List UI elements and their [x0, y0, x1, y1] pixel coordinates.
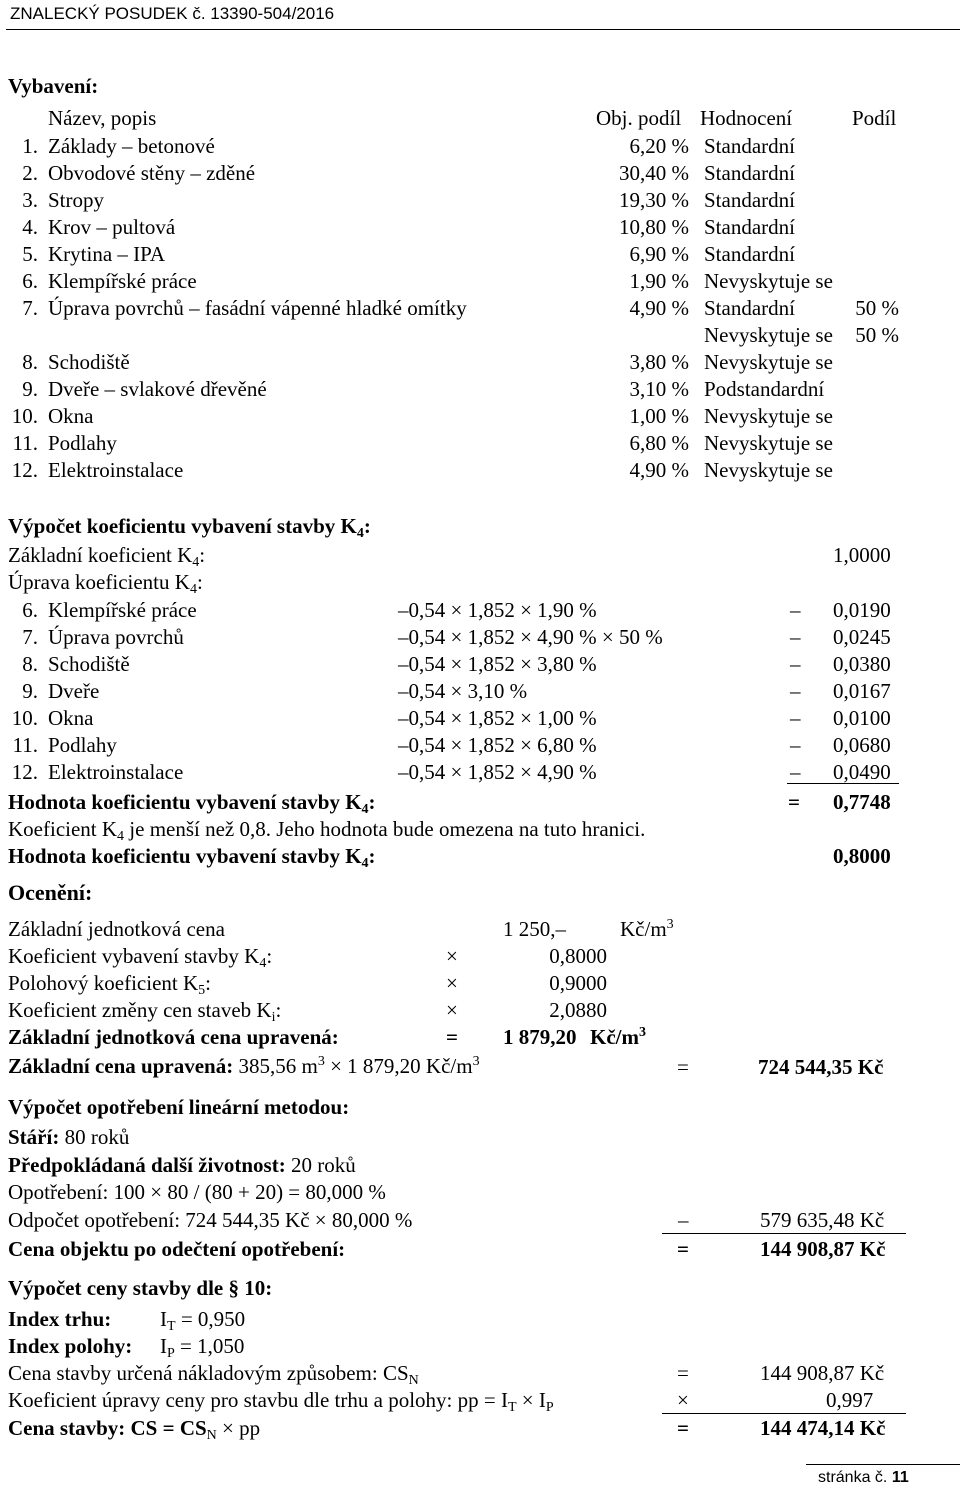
- k4-result-eq: =: [788, 790, 800, 814]
- k4-row-sign: –: [790, 679, 801, 703]
- valuation-row-label: Základní jednotková cena upravená:: [8, 1025, 339, 1049]
- equipment-row-share: 3,10 %: [629, 377, 689, 401]
- equipment-row-rating: Podstandardní: [704, 377, 825, 401]
- k4-final-value: 0,8000: [833, 844, 891, 868]
- pp-rule: [662, 1413, 906, 1414]
- wear-line: Opotřebení: 100 × 80 / (80 + 20) = 80,000 %: [8, 1180, 386, 1204]
- equipment-row-name: Základy – betonové: [48, 134, 215, 158]
- equipment-row-number: 7.: [22, 296, 38, 320]
- k4-row-formula: –0,54 × 1,852 × 6,80 %: [398, 733, 597, 757]
- age-line: Stáří: 80 roků: [8, 1125, 130, 1149]
- equipment-row-number: 8.: [22, 350, 38, 374]
- valuation-row-value: 1 250,–: [503, 917, 566, 941]
- equipment-row-rating: Standardní: [704, 188, 795, 212]
- final-price-value: 144 474,14 Kč: [760, 1416, 886, 1440]
- k4-row-number: 12.: [11, 760, 38, 784]
- valuation-row: [0, 973, 960, 997]
- k4-adjustment-row: [0, 735, 960, 759]
- equipment-row-share: 19,30 %: [619, 188, 689, 212]
- k4-row-sign: –: [790, 625, 801, 649]
- k4-row-name: Dveře: [48, 679, 100, 703]
- valuation-row-operator: ×: [446, 998, 458, 1022]
- k4-row-sign: –: [790, 706, 801, 730]
- valuation-heading: Ocenění:: [8, 880, 93, 905]
- equipment-row-rating: Nevyskytuje se: [704, 458, 833, 482]
- deduction-sign: –: [678, 1208, 689, 1232]
- market-index-value: $I_T = 0,950$: [160, 1307, 246, 1334]
- equipment-row: [0, 298, 960, 322]
- col-name-header: Název, popis: [48, 106, 157, 130]
- base-price-eq: =: [677, 1055, 689, 1079]
- k4-row-value: 0,0100: [833, 706, 891, 730]
- valuation-row: [0, 1000, 960, 1024]
- after-depreciation-label: Cena objektu po odečtení opotřebení:: [8, 1237, 346, 1261]
- k4-base-value: 1,0000: [833, 543, 891, 567]
- k4-row-formula: –0,54 × 1,852 × 1,00 %: [398, 706, 597, 730]
- valuation-row-value: 0,9000: [549, 971, 607, 995]
- col-part-header: Podíl: [852, 106, 897, 130]
- equipment-row-number: 3.: [22, 188, 38, 212]
- equipment-row-number: 12.: [11, 458, 38, 482]
- base-price-value: 724 544,35 Kč: [758, 1055, 884, 1079]
- equipment-row: [0, 190, 960, 214]
- equipment-row-name: Stropy: [48, 188, 105, 212]
- after-depreciation-value: 144 908,87 Kč: [760, 1237, 886, 1261]
- position-index-label: Index polohy:: [8, 1334, 133, 1358]
- k4-adjustment-row: [0, 708, 960, 732]
- final-price-eq: =: [677, 1416, 689, 1440]
- equipment-row-share: 1,90 %: [629, 269, 689, 293]
- k4-adjustment-row: [0, 627, 960, 651]
- equipment-row: [0, 433, 960, 457]
- price-heading: Výpočet ceny stavby dle § 10:: [8, 1276, 273, 1300]
- equipment-row-number: 11.: [12, 431, 38, 455]
- valuation-row-value: 1 879,20: [503, 1025, 577, 1049]
- k4-row-value: 0,0490: [833, 760, 891, 784]
- valuation-row-operator: =: [446, 1025, 458, 1049]
- position-index-value: $I_P = 1,050$: [160, 1334, 245, 1361]
- equipment-row-name: Podlahy: [48, 431, 117, 455]
- equipment-row-number: 9.: [22, 377, 38, 401]
- equipment-row: [0, 406, 960, 430]
- k4-row-number: 7.: [22, 625, 38, 649]
- k4-final-label: Hodnota koeficientu vybavení stavby $K_4$:: [8, 844, 376, 871]
- valuation-row-label: Koeficient vybavení stavby $K_4$:: [8, 944, 273, 971]
- k4-row-formula: –0,54 × 1,852 × 1,90 %: [398, 598, 597, 622]
- equipment-row-name: Schodiště: [48, 350, 130, 374]
- market-index-label: Index trhu:: [8, 1307, 112, 1331]
- depreciation-heading: Výpočet opotřebení lineární metodou:: [8, 1095, 350, 1119]
- k4-row-number: 6.: [22, 598, 38, 622]
- equipment-row-rating: Nevyskytuje se: [704, 431, 833, 455]
- k4-row-name: Schodiště: [48, 652, 130, 676]
- equipment-row-share: 4,90 %: [629, 296, 689, 320]
- equipment-row-rating: Standardní: [704, 215, 795, 239]
- equipment-row-number: 6.: [22, 269, 38, 293]
- valuation-row: [0, 946, 960, 970]
- valuation-row-unit: $Kč/m^3$: [620, 917, 674, 941]
- equipment-row-share: 6,90 %: [629, 242, 689, 266]
- k4-row-name: Okna: [48, 706, 94, 730]
- final-price-label: Cena stavby: CS = $CS_N$ × pp: [8, 1416, 261, 1443]
- valuation-row: [0, 1027, 960, 1051]
- equipment-row-name: Úprava povrchů – fasádní vápenné hladké omítky: [48, 296, 467, 320]
- equipment-row: [0, 352, 960, 376]
- k4-adjustment-row: [0, 654, 960, 678]
- k4-row-number: 11.: [12, 733, 38, 757]
- equipment-row-share: 10,80 %: [619, 215, 689, 239]
- equipment-row-rating: Standardní: [704, 242, 795, 266]
- footer-rule: [806, 1464, 960, 1465]
- life-line: Předpokládaná další životnost: 20 roků: [8, 1153, 356, 1177]
- equipment-row-rating: Standardní: [704, 296, 795, 320]
- k4-row-sign: –: [790, 733, 801, 757]
- equipment-row-name: Klempířské práce: [48, 269, 197, 293]
- k4-adjustment-row: [0, 600, 960, 624]
- valuation-row-unit: $Kč/m^3$: [590, 1025, 646, 1049]
- k4-row-value: 0,0380: [833, 652, 891, 676]
- equipment-row: [0, 217, 960, 241]
- k4-row-number: 10.: [11, 706, 38, 730]
- equipment-row: [0, 379, 960, 403]
- equipment-row-number: 2.: [22, 161, 38, 185]
- equipment-row-name: Dveře – svlakové dřevěné: [48, 377, 267, 401]
- k4-adjustment-row: [0, 681, 960, 705]
- equipment-row-name: Krytina – IPA: [48, 242, 166, 266]
- k4-base-label: Základní koeficient $K_4$:: [8, 543, 206, 570]
- k4-row-formula: –0,54 × 3,10 %: [398, 679, 528, 703]
- deduction-label: Odpočet opotřebení: 724 544,35 Kč × 80,000 %: [8, 1208, 413, 1232]
- cost-method-label: Cena stavby určená nákladovým způsobem: $CS_N$: [8, 1361, 419, 1388]
- k4-row-name: Podlahy: [48, 733, 117, 757]
- equipment-row: [0, 271, 960, 295]
- equipment-row-name: Obvodové stěny – zděné: [48, 161, 256, 185]
- valuation-row-operator: ×: [446, 971, 458, 995]
- equipment-row-part: 50 %: [855, 323, 899, 347]
- k4-sum-rule: [787, 783, 899, 784]
- page-footer: stránka č. 11: [818, 1469, 909, 1486]
- equipment-row-part: 50 %: [855, 296, 899, 320]
- equipment-row-number: 5.: [22, 242, 38, 266]
- equipment-row-share: 1,00 %: [629, 404, 689, 428]
- equipment-column-headers: [0, 108, 960, 132]
- equipment-row: [0, 460, 960, 484]
- col-rating-header: Hodnocení: [700, 106, 793, 130]
- k4-row-sign: –: [790, 760, 801, 784]
- k4-result-value: 0,7748: [833, 790, 891, 814]
- pp-coefficient-label: Koeficient úpravy ceny pro stavbu dle trhu a polohy: pp = $I_T \times I_P$: [8, 1388, 554, 1415]
- equipment-row-number: 1.: [22, 134, 38, 158]
- equipment-row-share: 3,80 %: [629, 350, 689, 374]
- equipment-row-rating: Nevyskytuje se: [704, 404, 833, 428]
- k4-row-formula: –0,54 × 1,852 × 4,90 %: [398, 760, 597, 784]
- k4-result-label: Hodnota koeficientu vybavení stavby $K_4$:: [8, 790, 376, 817]
- equipment-row-rating: Standardní: [704, 161, 795, 185]
- equipment-row-share: 6,20 %: [629, 134, 689, 158]
- base-price-line: Základní cena upravená: 385,56 $m^3 \times 1$ 879,20 $Kč/m^3$: [8, 1054, 480, 1078]
- valuation-row-operator: ×: [446, 944, 458, 968]
- equipment-row-share: 30,40 %: [619, 161, 689, 185]
- after-depreciation-eq: =: [677, 1237, 689, 1261]
- equipment-row: [0, 163, 960, 187]
- pp-coefficient-value: 0,997: [826, 1388, 874, 1412]
- valuation-row: [0, 919, 960, 943]
- cost-method-eq: =: [677, 1361, 689, 1385]
- k4-row-name: Úprava povrchů: [48, 625, 184, 649]
- k4-row-name: Klempířské práce: [48, 598, 197, 622]
- equipment-row: [0, 325, 960, 349]
- equipment-row-name: Elektroinstalace: [48, 458, 184, 482]
- equipment-row: [0, 244, 960, 268]
- k4-adjust-label: Úprava koeficientu $K_4$:: [8, 570, 203, 597]
- equipment-row-rating: Nevyskytuje se: [704, 323, 833, 347]
- equipment-row-share: 6,80 %: [629, 431, 689, 455]
- equipment-row-name: Krov – pultová: [48, 215, 176, 239]
- k4-row-sign: –: [790, 652, 801, 676]
- equipment-row-name: Okna: [48, 404, 94, 428]
- k4-row-value: 0,0190: [833, 598, 891, 622]
- deduction-value: 579 635,48 Kč: [760, 1208, 885, 1232]
- k4-note: Koeficient $K_4$ je menší než 0,8. Jeho hodnota bude omezena na tuto hranici.: [8, 817, 646, 844]
- k4-row-value: 0,0167: [833, 679, 891, 703]
- k4-row-value: 0,0245: [833, 625, 891, 649]
- k4-row-name: Elektroinstalace: [48, 760, 184, 784]
- equipment-row-rating: Nevyskytuje se: [704, 269, 833, 293]
- header-rule: [6, 29, 960, 30]
- deduction-rule: [662, 1233, 906, 1234]
- k4-row-formula: –0,54 × 1,852 × 4,90 % × 50 %: [398, 625, 663, 649]
- cost-method-value: 144 908,87 Kč: [760, 1361, 885, 1385]
- k4-row-value: 0,0680: [833, 733, 891, 757]
- valuation-row-label: Základní jednotková cena: [8, 917, 225, 941]
- k4-row-number: 8.: [22, 652, 38, 676]
- equipment-row-rating: Nevyskytuje se: [704, 350, 833, 374]
- pp-coefficient-op: ×: [677, 1388, 689, 1412]
- equipment-row-number: 10.: [11, 404, 38, 428]
- valuation-row-value: 2,0880: [549, 998, 607, 1022]
- k4-heading: Výpočet koeficientu vybavení stavby $K_4$:: [8, 514, 371, 541]
- col-share-header: Obj. podíl: [596, 106, 682, 130]
- k4-row-formula: –0,54 × 1,852 × 3,80 %: [398, 652, 597, 676]
- document-header: ZNALECKÝ POSUDEK č. 13390-504/2016: [10, 4, 335, 23]
- equipment-row: [0, 136, 960, 160]
- valuation-row-label: Polohový koeficient $K_5$:: [8, 971, 211, 998]
- k4-row-number: 9.: [22, 679, 38, 703]
- equipment-heading: Vybavení:: [8, 74, 99, 98]
- valuation-row-label: Koeficient změny cen staveb $K_i$:: [8, 998, 282, 1025]
- valuation-row-value: 0,8000: [549, 944, 607, 968]
- equipment-row-rating: Standardní: [704, 134, 795, 158]
- equipment-row-share: 4,90 %: [629, 458, 689, 482]
- k4-row-sign: –: [790, 598, 801, 622]
- equipment-row-number: 4.: [22, 215, 38, 239]
